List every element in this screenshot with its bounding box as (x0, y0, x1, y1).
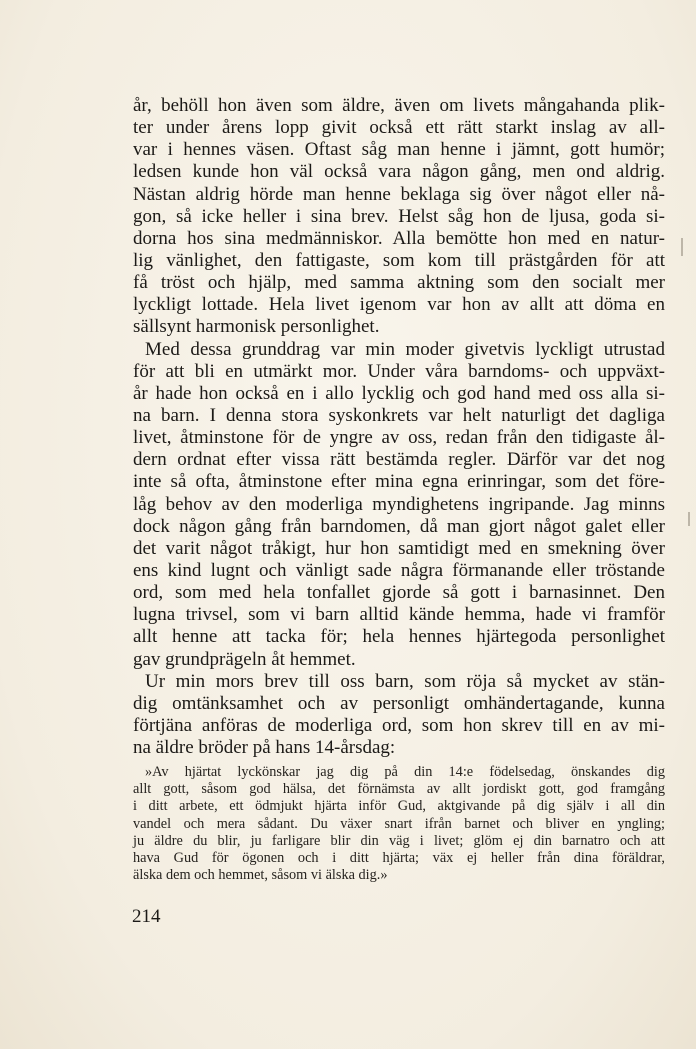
quote-line: »Av hjärtat lyckönskar jag dig på din 14:e födelsedag, önskandes dig (145, 764, 665, 780)
body-text (133, 95, 665, 759)
body-line: allt henne att tacka för; hela hennes hjärtegoda personlighet (133, 626, 665, 648)
body-line: dig omtänksamhet och av personligt omhändertagande, kunna (133, 692, 665, 714)
body-line: gon, så icke heller i sina brev. Helst såg hon de ljusa, goda si- (133, 205, 665, 227)
body-line: lig vänlighet, den fattigaste, som kom till prästgården för att (133, 249, 665, 271)
body-line: na äldre bröder på hans 14-årsdag: (133, 737, 396, 759)
body-line: ledsen kunde hon väl också vara någon gång, men ond aldrig. (133, 161, 665, 183)
body-line: var i hennes väsen. Oftast såg man henne i jämnt, gott humör; (133, 139, 665, 161)
letter-quote (133, 764, 665, 884)
body-line: dern ordnat efter vissa rätt bestämda regler. Därför var det nog (133, 449, 665, 471)
body-line: få tröst och hjälp, med samma aktning som den socialt mer (133, 272, 665, 294)
body-line: lugna trivsel, som vi barn alltid kände hemma, hade vi framför (133, 604, 665, 626)
body-line: ord, som med hela tonfallet gjorde så gott i barnasinnet. Den (133, 582, 665, 604)
body-line: år hade hon också en i allo lycklig och god hand med oss alla si- (133, 382, 665, 404)
body-line: dorna hos sina medmänniskor. Alla bemötte hon med en natur- (133, 227, 665, 249)
body-line: gav grundprägeln åt hemmet. (133, 648, 356, 670)
body-line: ter under årens lopp givit också ett rätt starkt inslag av all- (133, 117, 665, 139)
margin-scan-mark (681, 238, 683, 256)
body-line: sällsynt harmonisk personlighet. (133, 316, 380, 338)
body-line: år, behöll hon även som äldre, även om livets mångahanda plik- (133, 95, 665, 116)
body-line: låg behov av den moderliga myndighetens ingripande. Jag minns (133, 493, 665, 515)
body-line: ens kind lugnt och vänligt sade några förmanande eller tröstande (133, 559, 665, 581)
body-line: Nästan aldrig hörde man henne beklaga sig över något eller nå- (133, 183, 665, 205)
quote-line: vandel och mera sådant. Du växer snart ifrån barnet och bliver en yngling; (133, 815, 665, 832)
body-line: na barn. I denna stora syskonkrets var helt naturligt det dagliga (133, 404, 665, 426)
margin-scan-mark (688, 512, 690, 526)
paragraph-start-line: Med dessa grunddrag var min moder givetvis lyckligt utrustad (145, 338, 665, 360)
body-line: det varit något tråkigt, hur hon samtidigt med en smekning över (133, 537, 665, 559)
body-line: livet, åtminstone för de yngre av oss, redan från den tidigaste ål- (133, 427, 665, 449)
paragraph-start-line: Ur min mors brev till oss barn, som röja så mycket av stän- (145, 670, 665, 692)
body-line: för att bli en utmärkt mor. Under våra barndoms- och uppväxt- (133, 360, 665, 382)
body-line: inte så ofta, åtminstone efter mina egna erinringar, som det före- (133, 471, 665, 493)
quote-line: älska dem och hemmet, såsom vi älska dig.» (133, 867, 388, 884)
body-line: förtjäna anföras de moderliga ord, som hon skrev till en av mi- (133, 714, 665, 736)
body-line: lyckligt lottade. Hela livet igenom var hon av allt att döma en (133, 294, 665, 316)
body-line: dock någon gång från barndomen, då man gjort något galet eller (133, 515, 665, 537)
quote-line: allt gott, såsom god hälsa, det förnämsta av allt jordiskt gott, god framgång (133, 781, 665, 798)
quote-line: ju äldre du blir, ju farligare blir din väg i livet; glöm ej din barnatro och att (133, 832, 665, 849)
page-number: 214 (132, 906, 161, 927)
quote-line: i ditt arbete, ett ödmjukt hjärta inför Gud, aktgivande på dig själv i all din (133, 798, 665, 815)
quote-line: hava Gud för ögonen och i ditt hjärta; väx ej heller från dina föräldrar, (133, 849, 665, 866)
